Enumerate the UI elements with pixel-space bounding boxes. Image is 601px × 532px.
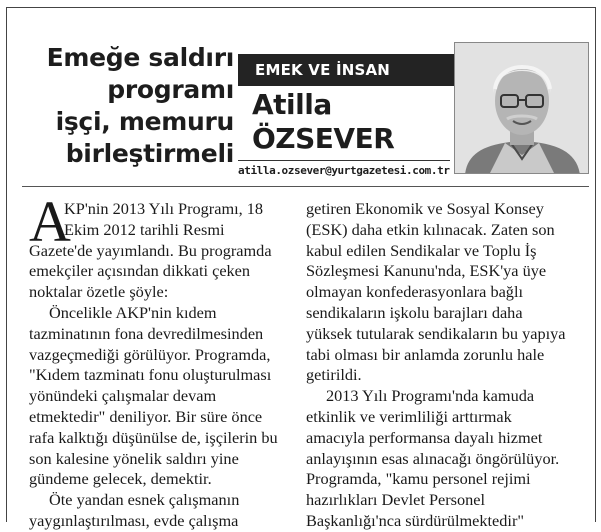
text-line: anlayışının esas alınacağı öngörülüyor.: [306, 448, 560, 468]
text-line: yüksek tutularak sendikaların bu yapıya: [306, 323, 566, 343]
text-line: Başkanlığı'nca sürdürülmektedir": [306, 510, 525, 530]
email-divider: [238, 160, 450, 161]
author-first-name: Atilla: [252, 88, 332, 121]
text-line: Sözleşmesi Kanunu'nda, ESK'ya üye: [306, 261, 547, 281]
text-line: Gazete'de yayımlandı. Bu programda: [29, 240, 272, 260]
text-line: rafa kalktığı düşünülse de, işçilerin bu: [29, 427, 278, 447]
text-line: hazırlıkları Devlet Personel: [306, 490, 486, 510]
text-line: 2013 Yılı Programı'nda kamuda: [326, 386, 535, 406]
text-line: etkinlik ve verimliliği arttırmak: [306, 406, 512, 426]
page-frame-left: [6, 7, 7, 522]
text-line: "Kıdem tazminatı fonu oluşturulması: [29, 365, 272, 385]
text-line: Programda, "kamu personel rejimi: [306, 469, 531, 489]
article-column-1: [29, 189, 278, 532]
article-column-2: [306, 199, 592, 532]
text-line: KP'nin 2013 Yılı Programı, 18: [64, 199, 264, 218]
text-line: tazminatının fona devredilmesinden: [29, 323, 264, 343]
text-line: amacıyla performansa dayalı hizmet: [306, 427, 543, 447]
text-line: yönündeki çalışmalar devam: [29, 386, 217, 406]
text-line: son kalesine yönelik saldırı yine: [29, 448, 239, 468]
text-line: gündeme gelecek, demektir.: [29, 469, 212, 489]
text-line: getiren Ekonomik ve Sosyal Konsey: [306, 199, 544, 218]
header-separator: [22, 186, 589, 187]
text-line: Öte yandan esnek çalışmanın: [49, 490, 240, 510]
text-line: etmektedir" deniliyor. Bir süre önce: [29, 406, 263, 426]
author-last-name: ÖZSEVER: [252, 122, 395, 155]
text-line: getirildi.: [306, 365, 362, 385]
author-email: atilla.ozsever@yurtgazetesi.com.tr: [238, 164, 450, 177]
headline-line: programı: [107, 75, 234, 104]
headline-line: birleştirmeli: [65, 139, 234, 168]
headline-line: işçi, memuru: [55, 107, 234, 136]
text-line: olmayan konfederasyonlara bağlı: [306, 282, 523, 302]
text-line: tabi olması bir anlamda zorunlu hale: [306, 344, 545, 364]
text-line: sendikaların işkolu barajları daha: [306, 302, 523, 322]
column-name-banner: EMEK VE İNSAN: [238, 54, 454, 86]
article-headline: [22, 42, 234, 170]
drop-cap: A: [29, 189, 71, 254]
author-portrait-photo: [454, 42, 589, 174]
text-line: Öncelikle AKP'nin kıdem: [49, 302, 217, 322]
text-line: vazgeçmediği görülüyor. Programda,: [29, 344, 271, 364]
text-line: yaygınlaştırılması, evde çalışma: [29, 510, 239, 530]
portrait-illustration: [455, 43, 589, 174]
text-line: (ESK) daha etkin kılınacak. Zaten son: [306, 219, 555, 239]
text-line: noktalar özetle şöyle:: [29, 282, 169, 302]
text-line: kabul edilen Sendikalar ve Toplu İş: [306, 240, 537, 260]
page-frame-top: [6, 7, 595, 8]
headline-line: Emeğe saldırı: [46, 43, 234, 72]
page-frame-right: [595, 7, 596, 522]
text-line: emekçiler açısından dikkati çeken: [29, 261, 251, 281]
text-line: Ekim 2012 tarihli Resmi: [64, 219, 225, 239]
